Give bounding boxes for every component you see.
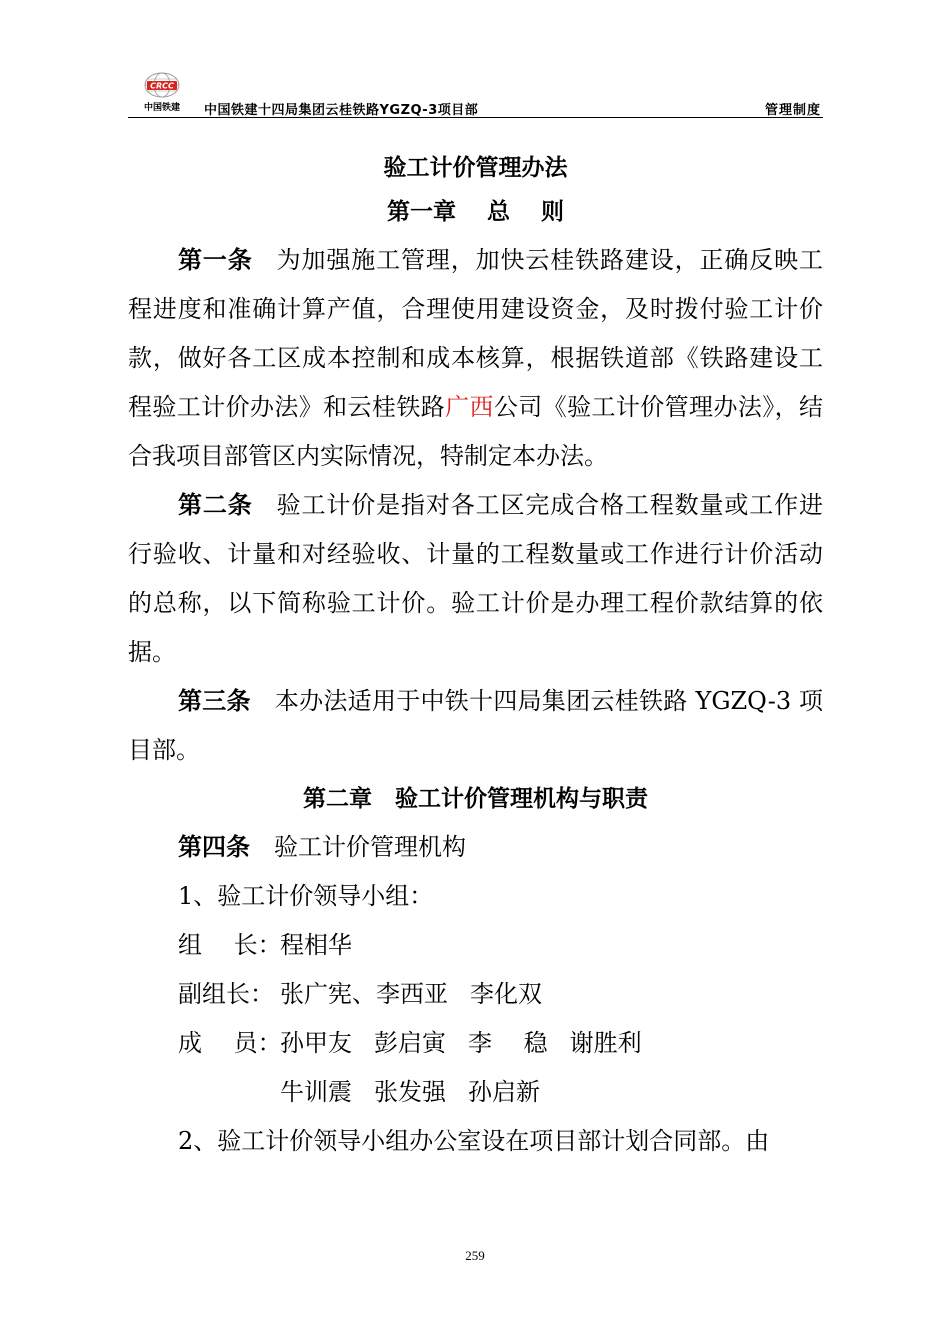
member-name: 李 稳 (468, 1029, 548, 1057)
header-rule (128, 117, 823, 118)
article-3 (128, 677, 823, 775)
leader-name: 程相华 (280, 931, 352, 959)
member-name: 谢胜利 (569, 1029, 642, 1057)
page-header (128, 66, 823, 118)
leader-label: 组 长： (178, 931, 282, 959)
article-2-text: 验工计价是指对各工区完成合格工程数量或工作进行验收、计量和对经验收、计量的工程数量或工作进行计价活动的总称，以下简称验工计价。验工计价是办理工程价款结算的依据。 (128, 491, 823, 666)
article-3-text: 本办法适用于中铁十四局集团云桂铁路 YGZQ-3 项目部。 (128, 687, 824, 764)
leader-row (128, 921, 823, 970)
deputy-name: 李化双 (470, 980, 542, 1008)
deputy-label: 副组长： (178, 980, 274, 1008)
header-section-label: 管理制度 (764, 103, 821, 118)
member-name: 牛训震 (280, 1078, 352, 1106)
member-name: 孙启新 (468, 1078, 540, 1106)
members-row-1 (128, 1019, 823, 1068)
document-title: 验工计价管理办法 (383, 155, 568, 181)
member-name: 孙甲友 (280, 1029, 352, 1057)
chapter-2-heading: 第二章 验工计价管理机构与职责 (303, 786, 648, 812)
article-4-text: 验工计价管理机构 (274, 833, 466, 861)
page-number: 259 (465, 1248, 485, 1263)
member-name: 张发强 (374, 1078, 446, 1106)
article-2-label: 第二条 (178, 491, 253, 519)
article-1-highlight: 广西 (445, 393, 494, 421)
crcc-logo (136, 71, 188, 115)
chapter-1-heading: 第一章 总 则 (386, 199, 564, 225)
header-title: 中国铁建十四局集团云桂铁路YGZQ-3项目部 (204, 103, 479, 118)
document-body (128, 146, 823, 1166)
members-row-2 (128, 1068, 823, 1117)
article-1-text: 为加强施工管理，加快云桂铁路建设，正确反映工程进度和准确计算产值，合理使用建设资金，及时拨付验工计价款，做好各工区成本控制和成本核算，根据铁道部《铁路建设工程验工计价办法》和云桂铁路 (128, 246, 823, 421)
svg-text:CRCC: CRCC (150, 81, 174, 91)
article-1-label: 第一条 (178, 246, 253, 274)
item-1: 1、验工计价领导小组： (178, 882, 434, 910)
article-4 (128, 823, 823, 872)
deputy-names: 张广宪、李西亚 (280, 980, 448, 1008)
article-1 (128, 236, 823, 481)
article-2 (128, 481, 823, 677)
svg-text:中国铁建: 中国铁建 (143, 103, 181, 113)
deputy-row (128, 970, 823, 1019)
article-4-label: 第四条 (178, 833, 250, 861)
item-2: 2、验工计价领导小组办公室设在项目部计划合同部。由 (178, 1127, 770, 1155)
member-name: 彭启寅 (374, 1029, 446, 1057)
article-1-text-end: 公司《验工计价管理办法》，结合我项目部管区内实际情况，特制定本办法。 (128, 393, 824, 470)
article-3-label: 第三条 (178, 687, 251, 715)
members-label: 成 员： (178, 1029, 282, 1057)
